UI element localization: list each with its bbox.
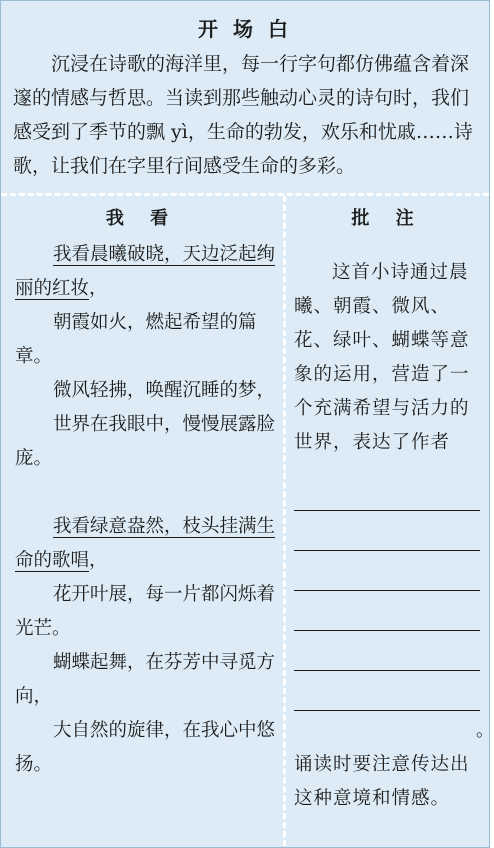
poem-body (15, 238, 277, 782)
annotation-column (286, 196, 494, 846)
poem-column-title: 我 看 (105, 208, 179, 229)
intro-section (1, 1, 489, 196)
poem-line: 大自然的旋律，在我心中悠扬。 (15, 720, 276, 775)
intro-paragraph: 沉浸在诗歌的海洋里，每一行字句都仿佛蕴含着深邃的情感与哲思。当读到那些触动心灵的诗句时，我们感受到了季节的飘 yì，生命的勃发，欢乐和忧戚……诗歌，让我们在字里行间感受生命的多彩。 (13, 53, 473, 177)
annotation-column-title: 批 注 (351, 208, 424, 229)
answer-blank-line[interactable] (294, 590, 480, 591)
poem-line: 世界在我眼中，慢慢展露脸庞。 (15, 414, 276, 469)
answer-blank-line[interactable] (294, 550, 480, 551)
poem-line: 花开叶展，每一片都闪烁着光芒。 (15, 584, 276, 639)
answer-blank-line[interactable] (294, 630, 480, 631)
poem-line: 微风轻拂，唤醒沉睡的梦， (53, 380, 276, 401)
answer-blank-line[interactable] (294, 710, 480, 711)
annotation-ending: 诵读时要注意传达出这种意境和情感。 (294, 754, 470, 809)
poem-line: 蝴蝶起舞，在芬芳中寻觅方向， (15, 652, 276, 707)
answer-blank-line[interactable] (294, 510, 480, 511)
intro-title: 开 场 白 (198, 17, 292, 41)
poem-line: 朝霞如火，燃起希望的篇章。 (15, 312, 257, 367)
poem-column (1, 196, 286, 846)
poem-line: 我看绿意盎然，枝头挂满生命的歌唱， (15, 516, 276, 571)
underlined-phrase: 我看绿意盎然，枝头挂满生命的歌唱 (15, 516, 276, 571)
annotation-text: 这首小诗通过晨曦、朝霞、微风、花、绿叶、蝴蝶等意象的运用，营造了一个充满希望与活力的世界，表达了作者 (294, 262, 470, 453)
underlined-phrase: 我看晨曦破晓，天边泛起绚丽的红妆 (15, 244, 276, 299)
answer-blank-line[interactable] (294, 670, 480, 671)
answer-period: 。 (476, 720, 494, 741)
poem-line: 我看晨曦破晓，天边泛起绚丽的红妆， (15, 244, 276, 299)
